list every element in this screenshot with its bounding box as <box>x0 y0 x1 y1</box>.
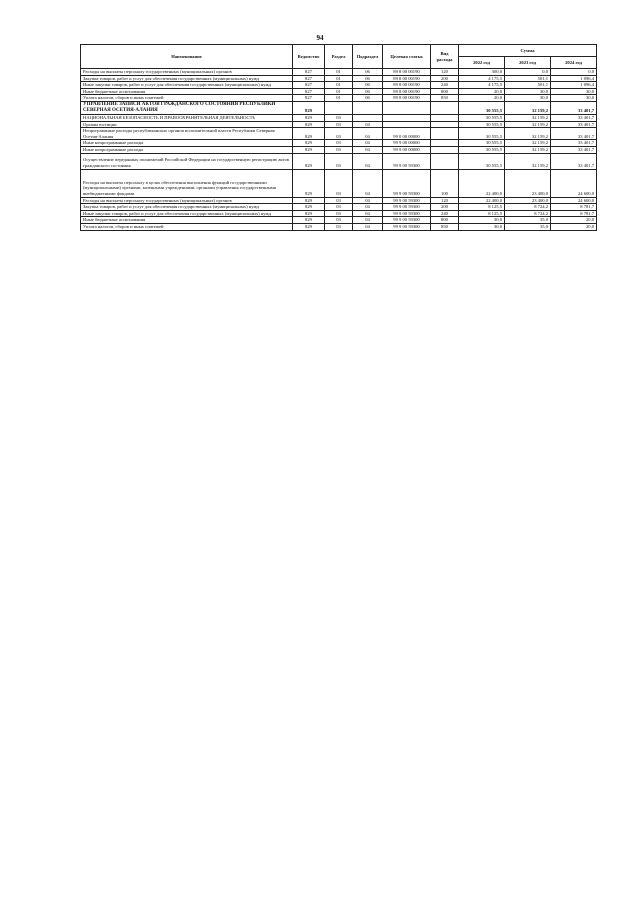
cell-section: 03 <box>325 128 353 140</box>
cell-target: 99 9 00 59300 <box>383 197 431 204</box>
cell-ministry: 829 <box>293 101 325 114</box>
cell-sum-2023: 23 400,0 <box>505 197 551 204</box>
cell-section <box>325 101 353 114</box>
cell-section: 01 <box>325 82 353 89</box>
header-target: Целевая статья <box>383 45 431 69</box>
cell-sum-2023: 35,0 <box>505 223 551 230</box>
cell-section: 03 <box>325 169 353 197</box>
cell-target: 99 9 00 59300 <box>383 204 431 211</box>
cell-section: 03 <box>325 153 353 169</box>
header-sum: Сумма <box>459 45 597 57</box>
cell-expense-type: 120 <box>431 69 459 76</box>
cell-target <box>383 114 431 121</box>
cell-name: Расходы на выплаты персоналу в целях обеспечения выполнения функций государственными (муниципальными) органами, казенными учреждениями, органами управления государственными внебюджетными фондами <box>81 169 293 197</box>
table-row <box>81 146 597 153</box>
cell-sum-2022: 4 175,5 <box>459 82 505 89</box>
cell-target: 89 8 00 00190 <box>383 69 431 76</box>
cell-section: 03 <box>325 204 353 211</box>
cell-section: 03 <box>325 223 353 230</box>
table-row <box>81 197 597 204</box>
cell-sum-2022: 30 555,5 <box>459 153 505 169</box>
cell-sum-2024: 0,0 <box>551 69 597 76</box>
cell-target <box>383 101 431 114</box>
cell-expense-type: 240 <box>431 82 459 89</box>
cell-subsection: 06 <box>353 69 383 76</box>
cell-sum-2024: 1 096,4 <box>551 82 597 89</box>
cell-ministry: 827 <box>293 88 325 95</box>
table-row <box>81 82 597 89</box>
cell-sum-2023: 8 724,2 <box>505 210 551 217</box>
cell-name: Закупка товаров, работ и услуг для обеспечения государственных (муниципальных) нужд <box>81 204 293 211</box>
cell-subsection: 04 <box>353 153 383 169</box>
header-ministry: Ведомство <box>293 45 325 69</box>
table-row <box>81 101 597 114</box>
cell-sum-2022: 30 555,5 <box>459 140 505 147</box>
cell-section: 03 <box>325 114 353 121</box>
header-expense-type: Вид расхода <box>431 45 459 69</box>
cell-ministry: 829 <box>293 114 325 121</box>
cell-expense-type: 850 <box>431 95 459 102</box>
cell-name: Иные непрограммные расходы <box>81 140 293 147</box>
cell-sum-2024: 33 401,7 <box>551 146 597 153</box>
cell-target: 99 9 00 59300 <box>383 223 431 230</box>
table-row <box>81 153 597 169</box>
cell-ministry: 829 <box>293 169 325 197</box>
cell-sum-2023: 32 159,2 <box>505 140 551 147</box>
cell-subsection: 04 <box>353 217 383 224</box>
cell-sum-2024: 33 401,7 <box>551 140 597 147</box>
cell-name: Иные закупки товаров, работ и услуг для обеспечения государственных (муниципальных) нужд <box>81 210 293 217</box>
header-year-2024: 2024 год <box>551 57 597 69</box>
cell-subsection <box>353 114 383 121</box>
cell-sum-2023: 32 159,2 <box>505 101 551 114</box>
cell-target: 99 9 00 59300 <box>383 169 431 197</box>
cell-sum-2022: 30 555,5 <box>459 146 505 153</box>
cell-subsection: 06 <box>353 75 383 82</box>
cell-sum-2023: 501,1 <box>505 75 551 82</box>
cell-name: Расходы на выплаты персоналу государственных (муниципальных) органов <box>81 197 293 204</box>
cell-sum-2023: 32 159,2 <box>505 121 551 128</box>
cell-expense-type: 800 <box>431 88 459 95</box>
cell-sum-2023: 35,0 <box>505 217 551 224</box>
cell-sum-2022: 30 555,5 <box>459 101 505 114</box>
table-row <box>81 204 597 211</box>
cell-sum-2023: 8 724,2 <box>505 204 551 211</box>
cell-target: 89 8 00 00190 <box>383 82 431 89</box>
cell-expense-type <box>431 140 459 147</box>
cell-name: Осуществление переданных полномочий Российской Федерации на государственную регистрацию актов гражданского состояния <box>81 153 293 169</box>
header-section: Раздел <box>325 45 353 69</box>
cell-sum-2024: 20,0 <box>551 223 597 230</box>
cell-sum-2023: 32 159,2 <box>505 128 551 140</box>
cell-ministry: 829 <box>293 121 325 128</box>
header-year-2023: 2023 год <box>505 57 551 69</box>
cell-name: НАЦИОНАЛЬНАЯ БЕЗОПАСНОСТЬ И ПРАВООХРАНИТЕЛЬНАЯ ДЕЯТЕЛЬНОСТЬ <box>81 114 293 121</box>
cell-sum-2022: 30,0 <box>459 217 505 224</box>
table-row <box>81 114 597 121</box>
cell-ministry: 827 <box>293 69 325 76</box>
cell-sum-2023: 32 159,2 <box>505 153 551 169</box>
cell-subsection: 04 <box>353 223 383 230</box>
cell-section: 03 <box>325 217 353 224</box>
cell-subsection: 04 <box>353 169 383 197</box>
cell-target <box>383 121 431 128</box>
cell-sum-2024: 8 781,7 <box>551 204 597 211</box>
cell-target: 99 9 00 00000 <box>383 140 431 147</box>
cell-sum-2022: 8 125,5 <box>459 204 505 211</box>
table-row <box>81 169 597 197</box>
cell-expense-type <box>431 153 459 169</box>
cell-ministry: 829 <box>293 153 325 169</box>
cell-section: 01 <box>325 88 353 95</box>
cell-sum-2022: 22 400,0 <box>459 169 505 197</box>
cell-sum-2023: 501,1 <box>505 82 551 89</box>
cell-sum-2024: 33 401,7 <box>551 153 597 169</box>
cell-expense-type: 800 <box>431 217 459 224</box>
cell-name: Уплата налогов, сборов и иных платежей <box>81 223 293 230</box>
cell-subsection: 04 <box>353 210 383 217</box>
cell-sum-2024: 8 781,7 <box>551 210 597 217</box>
cell-sum-2023: 0,0 <box>505 69 551 76</box>
cell-expense-type <box>431 101 459 114</box>
cell-expense-type <box>431 114 459 121</box>
cell-sum-2022: 20,0 <box>459 88 505 95</box>
cell-sum-2024: 30,0 <box>551 95 597 102</box>
cell-section: 03 <box>325 146 353 153</box>
cell-sum-2022: 20,0 <box>459 95 505 102</box>
cell-subsection: 06 <box>353 88 383 95</box>
cell-subsection: 04 <box>353 128 383 140</box>
cell-sum-2024: 30,0 <box>551 88 597 95</box>
header-subsection: Подраздел <box>353 45 383 69</box>
cell-ministry: 827 <box>293 82 325 89</box>
cell-name: Иные бюджетные ассигнования <box>81 217 293 224</box>
cell-expense-type: 200 <box>431 204 459 211</box>
cell-ministry: 829 <box>293 146 325 153</box>
cell-sum-2023: 23 400,0 <box>505 169 551 197</box>
cell-sum-2022: 30,0 <box>459 223 505 230</box>
table-row <box>81 210 597 217</box>
cell-target: 89 8 00 00190 <box>383 88 431 95</box>
cell-sum-2022: 30 555,5 <box>459 121 505 128</box>
table-row <box>81 223 597 230</box>
cell-expense-type <box>431 146 459 153</box>
table-row <box>81 217 597 224</box>
cell-subsection: 04 <box>353 121 383 128</box>
table-row <box>81 75 597 82</box>
cell-name: Органы юстиции <box>81 121 293 128</box>
cell-ministry: 829 <box>293 197 325 204</box>
cell-expense-type: 240 <box>431 210 459 217</box>
cell-name: Уплата налогов, сборов и иных платежей <box>81 95 293 102</box>
cell-sum-2022: 30 555,5 <box>459 128 505 140</box>
table-row <box>81 128 597 140</box>
cell-section: 03 <box>325 210 353 217</box>
cell-sum-2024: 33 401,7 <box>551 128 597 140</box>
cell-expense-type: 200 <box>431 75 459 82</box>
cell-target: 99 9 00 00000 <box>383 146 431 153</box>
cell-sum-2024: 33 401,7 <box>551 101 597 114</box>
cell-name: Непрограммные расходы республиканских органов исполнительной власти Республики Северная Осетия-Алания <box>81 128 293 140</box>
table-body <box>81 69 597 231</box>
cell-ministry: 829 <box>293 204 325 211</box>
cell-subsection: 04 <box>353 146 383 153</box>
cell-name: Закупка товаров, работ и услуг для обеспечения государственных (муниципальных) нужд <box>81 75 293 82</box>
cell-subsection: 04 <box>353 204 383 211</box>
cell-target: 89 8 00 00190 <box>383 95 431 102</box>
cell-ministry: 829 <box>293 128 325 140</box>
cell-expense-type: 120 <box>431 197 459 204</box>
cell-sum-2023: 30,0 <box>505 95 551 102</box>
cell-name: Иные закупки товаров, работ и услуг для обеспечения государственных (муниципальных) нужд <box>81 82 293 89</box>
cell-subsection: 06 <box>353 95 383 102</box>
cell-sum-2022: 4 175,5 <box>459 75 505 82</box>
cell-section: 03 <box>325 197 353 204</box>
table-row <box>81 95 597 102</box>
cell-name: Иные непрограммные расходы <box>81 146 293 153</box>
cell-section: 03 <box>325 140 353 147</box>
cell-name: Иные бюджетные ассигнования <box>81 88 293 95</box>
cell-subsection <box>353 101 383 114</box>
table-row <box>81 121 597 128</box>
cell-sum-2024: 1 096,4 <box>551 75 597 82</box>
cell-ministry: 829 <box>293 223 325 230</box>
cell-ministry: 829 <box>293 140 325 147</box>
cell-ministry: 827 <box>293 75 325 82</box>
cell-sum-2022: 8 125,5 <box>459 210 505 217</box>
cell-target: 99 9 00 59300 <box>383 153 431 169</box>
cell-sum-2023: 32 159,2 <box>505 114 551 121</box>
cell-ministry: 827 <box>293 95 325 102</box>
cell-ministry: 829 <box>293 210 325 217</box>
table-row <box>81 69 597 76</box>
cell-expense-type <box>431 128 459 140</box>
cell-target: 99 9 00 59300 <box>383 210 431 217</box>
cell-sum-2024: 20,0 <box>551 217 597 224</box>
cell-expense-type: 850 <box>431 223 459 230</box>
page-number: 94 <box>316 34 324 42</box>
cell-section: 01 <box>325 75 353 82</box>
cell-section: 01 <box>325 69 353 76</box>
cell-target: 99 0 00 00000 <box>383 128 431 140</box>
cell-section: 03 <box>325 121 353 128</box>
budget-table <box>80 44 597 231</box>
cell-sum-2023: 30,0 <box>505 88 551 95</box>
cell-subsection: 06 <box>353 82 383 89</box>
cell-sum-2024: 33 401,7 <box>551 121 597 128</box>
cell-sum-2022: 30 555,5 <box>459 114 505 121</box>
cell-sum-2022: 300,0 <box>459 69 505 76</box>
cell-expense-type <box>431 121 459 128</box>
table-row <box>81 88 597 95</box>
cell-ministry: 829 <box>293 217 325 224</box>
cell-sum-2023: 32 159,2 <box>505 146 551 153</box>
cell-sum-2024: 24 600,0 <box>551 169 597 197</box>
cell-sum-2022: 22 400,0 <box>459 197 505 204</box>
cell-subsection: 04 <box>353 140 383 147</box>
cell-expense-type: 100 <box>431 169 459 197</box>
cell-target: 99 9 00 59300 <box>383 217 431 224</box>
cell-sum-2024: 24 600,0 <box>551 197 597 204</box>
header-name: Наименование <box>81 45 293 69</box>
cell-name: Расходы на выплаты персоналу государственных (муниципальных) органов <box>81 69 293 76</box>
cell-section: 01 <box>325 95 353 102</box>
cell-subsection: 04 <box>353 197 383 204</box>
cell-sum-2024: 33 401,7 <box>551 114 597 121</box>
table-row <box>81 140 597 147</box>
cell-target: 89 8 00 00190 <box>383 75 431 82</box>
header-year-2022: 2022 год <box>459 57 505 69</box>
cell-name: УПРАВЛЕНИЕ ЗАПИСИ АКТОВ ГРАЖДАНСКОГО СОСТОЯНИЯ РЕСПУБЛИКИ СЕВЕРНАЯ ОСЕТИЯ-АЛАНИЯ <box>81 101 293 114</box>
